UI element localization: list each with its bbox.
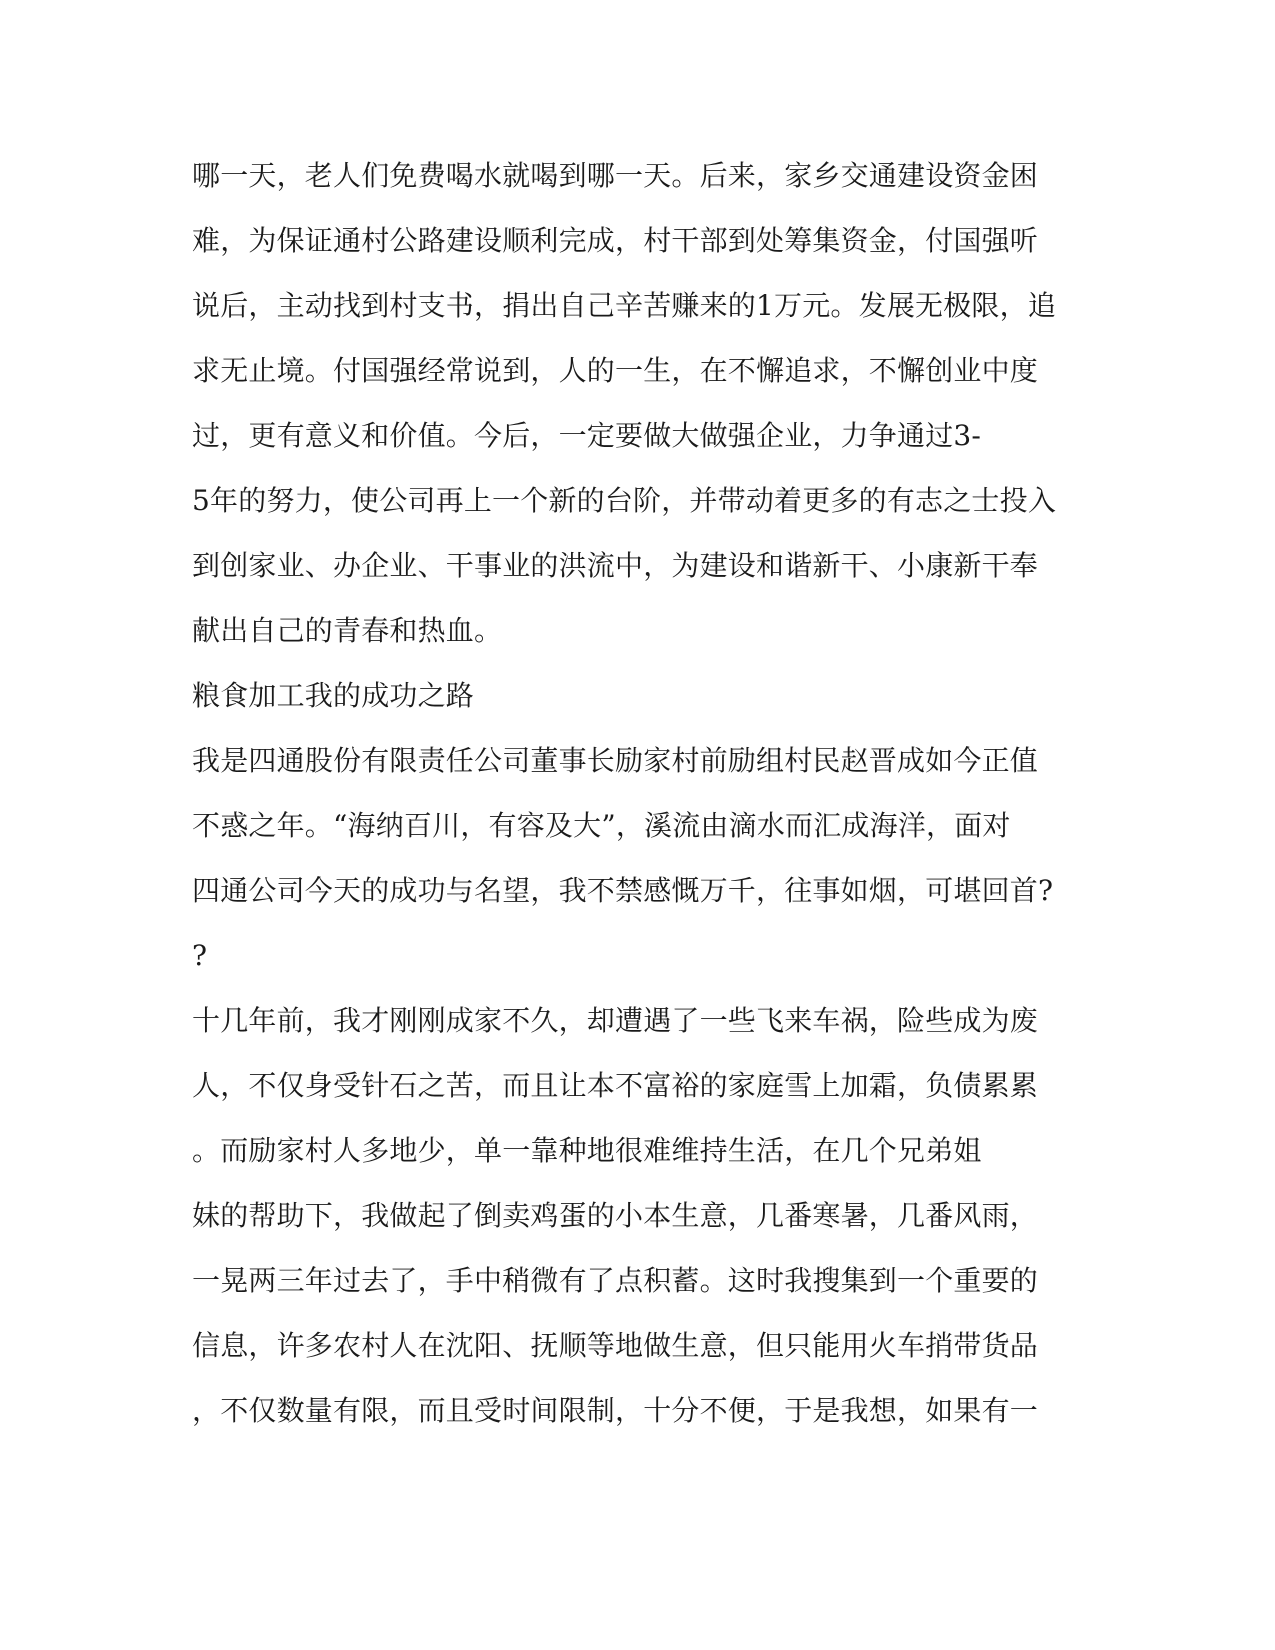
text-line: 说后，主动找到村支书，捐出自己辛苦赚来的1万元。发展无极限，追 — [192, 289, 1057, 322]
section-heading: 粮食加工我的成功之路 — [192, 679, 475, 712]
text-line: 难，为保证通村公路建设顺利完成，村干部到处筹集资金，付国强听 — [192, 224, 1039, 257]
text-line: 献出自己的青春和热血。 — [192, 614, 503, 647]
text-line: 一晃两三年过去了，手中稍微有了点积蓄。这时我搜集到一个重要的 — [192, 1264, 1039, 1297]
text-line: 5年的努力，使公司再上一个新的台阶，并带动着更多的有志之士投入 — [192, 484, 1057, 517]
text-line: ? — [192, 939, 208, 972]
text-line: 过，更有意义和价值。今后，一定要做大做强企业，力争通过3- — [192, 419, 982, 452]
text-line: 四通公司今天的成功与名望，我不禁感慨万千，往事如烟，可堪回首? — [192, 874, 1054, 907]
text-line: 十几年前，我才刚刚成家不久，却遭遇了一些飞来车祸，险些成为废 — [192, 1004, 1039, 1037]
text-line: 我是四通股份有限责任公司董事长励家村前励组村民赵晋成如今正值 — [192, 744, 1039, 777]
body-text — [192, 159, 1092, 1462]
text-line: 不惑之年。“海纳百川，有容及大”，溪流由滴水而汇成海洋，面对 — [192, 809, 1011, 842]
text-line: 到创家业、办企业、干事业的洪流中，为建设和谐新干、小康新干奉 — [192, 549, 1039, 582]
text-line: ，不仅数量有限，而且受时间限制，十分不便，于是我想，如果有一 — [192, 1394, 1039, 1427]
text-line: 信息，许多农村人在沈阳、抚顺等地做生意，但只能用火车捎带货品 — [192, 1329, 1039, 1362]
text-line: 人，不仅身受针石之苦，而且让本不富裕的家庭雪上加霜，负债累累 — [192, 1069, 1039, 1102]
text-line: 。而励家村人多地少，单一靠种地很难维持生活，在几个兄弟姐 — [192, 1134, 982, 1167]
text-line: 求无止境。付国强经常说到，人的一生，在不懈追求，不懈创业中度 — [192, 354, 1039, 387]
text-line: 哪一天，老人们免费喝水就喝到哪一天。后来，家乡交通建设资金困 — [192, 159, 1039, 192]
text-line: 妹的帮助下，我做起了倒卖鸡蛋的小本生意，几番寒暑，几番风雨， — [192, 1199, 1039, 1232]
